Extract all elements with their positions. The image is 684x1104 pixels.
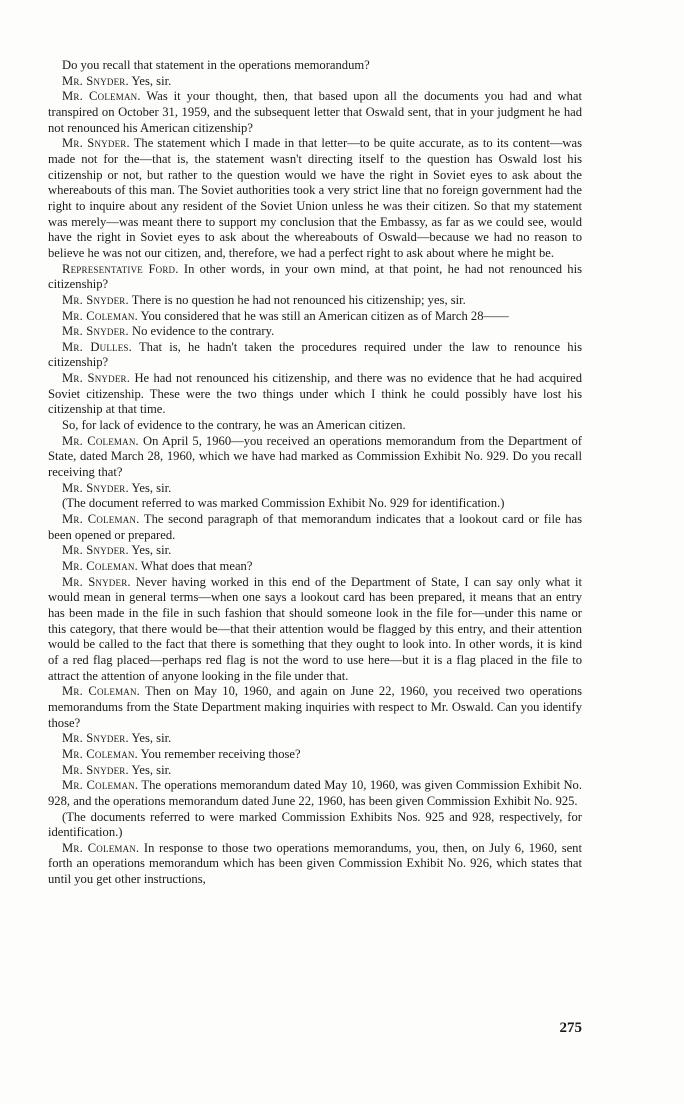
paragraph-text: Yes, sir.: [131, 73, 172, 88]
speaker-name: Mr. Snyder.: [62, 292, 129, 307]
speaker-name: Mr. Coleman.: [62, 778, 139, 793]
paragraph-text: Yes, sir.: [131, 731, 172, 746]
transcript-body: [48, 58, 582, 888]
speaker-name: Mr. Coleman.: [62, 559, 138, 573]
paragraph-text: Never having worked in this end of the Department of State, I can say only what it would mean in general terms—when one says a lookout card has been prepared, it means that an entry has been made in the file in such fashion that should someone look in the file for—under this name or this category, that there would be—that their attention would be flagged by this entry, and their attention would be called to the fact that there is something that they ought to look into. In other words, it is kind of a red flag placed—perhaps red flag is not the word to use here—but it is a flag placed in the file to attract the attention of anyone looking in the file under that.: [48, 574, 582, 683]
transcript-paragraph: [48, 731, 582, 747]
speaker-name: Mr. Snyder.: [62, 574, 131, 589]
transcript-paragraph: [48, 575, 582, 685]
paragraph-text: What does that mean?: [140, 559, 253, 573]
speaker-name: Representative Ford.: [62, 261, 179, 276]
page-number: 275: [559, 1020, 582, 1036]
speaker-name: Mr. Snyder.: [62, 762, 129, 777]
transcript-paragraph: [48, 434, 582, 481]
paragraph-text: You considered that he was still an American citizen as of March 28——: [140, 308, 509, 323]
paragraph-text: Yes, sir.: [131, 762, 172, 777]
paragraph-text: (The documents referred to were marked Commission Exhibits Nos. 925 and 928, respectively, for identification.): [48, 809, 582, 840]
speaker-name: Mr. Coleman.: [62, 308, 138, 323]
transcript-paragraph: [48, 810, 582, 841]
speaker-name: Mr. Snyder.: [62, 136, 130, 151]
paragraph-text: In other words, in your own mind, at that point, he had not renounced his citizenship?: [48, 261, 582, 292]
transcript-paragraph: [48, 89, 582, 136]
transcript-paragraph: [48, 684, 582, 731]
transcript-paragraph: [48, 136, 582, 261]
paragraph-text: You remember receiving those?: [140, 746, 301, 761]
paragraph-text: The operations memorandum dated May 10, 1960, was given Commission Exhibit No. 928, and the operations memorandum dated June 22, 1960, has been given Commission Exhibit No. 925.: [48, 778, 583, 808]
paragraph-text: The statement which I made in that letter—to be quite accurate, as to its content—was made not for the—that is, the statement wasn't directing itself to the question has Oswald lost his citizenship or not, but rather to the question would we have the right in Soviet eyes to ask about the whereabouts of this man. The Soviet authorities took a very strict line that no foreign government had the right to inquire about any resident of the Soviet Union unless he was their citizen. So that my statement was merely—was meant there to support my conclusion that the Embassy, as far as we could see, would have the right in Soviet eyes to ask about the whereabouts of Oswald—because we had no reason to believe he was not our citizen, and, therefore, we had a perfect right to ask about where he might be.: [48, 136, 583, 260]
paragraph-text: On April 5, 1960—you received an operations memorandum from the Department of State, dated March 28, 1960, which we have had marked as Commission Exhibit No. 929. Do you recall receiving that?: [48, 433, 582, 480]
paragraph-text: Yes, sir.: [131, 480, 172, 495]
transcript-paragraph: [48, 841, 582, 888]
paragraph-text: He had not renounced his citizenship, and there was no evidence that he had acquired Soviet citizenship. These were the two things under which I think he could possibly have lost his citizenship at that time.: [48, 371, 582, 417]
paragraph-text: Yes, sir.: [131, 543, 172, 558]
transcript-paragraph: [48, 309, 582, 325]
transcript-paragraph: [48, 496, 582, 512]
speaker-name: Mr. Dulles.: [62, 339, 132, 354]
speaker-name: Mr. Snyder.: [62, 543, 129, 558]
speaker-name: Mr. Snyder.: [62, 73, 129, 88]
paragraph-text: No evidence to the contrary.: [132, 324, 275, 339]
speaker-name: Mr. Snyder.: [62, 480, 129, 495]
paragraph-text: That is, he hadn't taken the procedures required under the law to renounce his citizenship?: [48, 339, 582, 370]
speaker-name: Mr. Coleman.: [62, 840, 140, 855]
speaker-name: Mr. Coleman.: [62, 433, 139, 448]
paragraph-text: Do you recall that statement in the operations memorandum?: [62, 58, 370, 72]
paragraph-text: Then on May 10, 1960, and again on June 22, 1960, you received two operations memorandums from the State Department making inquiries with respect to Mr. Oswald. Can you identify those?: [48, 684, 583, 730]
paragraph-text: (The document referred to was marked Commission Exhibit No. 929 for identification.): [62, 496, 505, 511]
transcript-paragraph: [48, 340, 582, 371]
transcript-paragraph: [48, 262, 582, 293]
transcript-paragraph: [48, 74, 582, 90]
transcript-paragraph: [48, 293, 582, 309]
paragraph-text: Was it your thought, then, that based upon all the documents you had and what transpired on October 31, 1959, and the subsequent letter that Oswald sent, that in your judgment he had not renounced his American citizenship?: [48, 89, 582, 135]
transcript-paragraph: [48, 512, 582, 543]
paragraph-text: So, for lack of evidence to the contrary, he was an American citizen.: [62, 418, 406, 433]
speaker-name: Mr. Snyder.: [62, 371, 131, 386]
speaker-name: Mr. Coleman.: [62, 684, 141, 699]
paragraph-text: In response to those two operations memorandums, you, then, on July 6, 1960, sent forth an operations memorandum which has been given Commission Exhibit No. 926, which states that until you get other instructions,: [48, 840, 582, 887]
speaker-name: Mr. Coleman.: [62, 89, 141, 104]
transcript-paragraph: [48, 324, 582, 340]
transcript-paragraph: [48, 543, 582, 559]
transcript-paragraph: [48, 58, 582, 74]
transcript-paragraph: [48, 747, 582, 763]
speaker-name: Mr. Snyder.: [62, 324, 129, 339]
speaker-name: Mr. Coleman.: [62, 512, 140, 527]
transcript-paragraph: [48, 778, 582, 809]
speaker-name: Mr. Snyder.: [62, 731, 129, 746]
transcript-paragraph: [48, 763, 582, 779]
transcript-paragraph: [48, 481, 582, 497]
transcript-paragraph: [48, 371, 582, 418]
transcript-paragraph: [48, 418, 582, 434]
speaker-name: Mr. Coleman.: [62, 746, 138, 761]
paragraph-text: The second paragraph of that memorandum indicates that a lookout card or file has been opened or prepared.: [48, 512, 582, 542]
transcript-paragraph: [48, 559, 582, 575]
paragraph-text: There is no question he had not renounced his citizenship; yes, sir.: [131, 292, 466, 307]
